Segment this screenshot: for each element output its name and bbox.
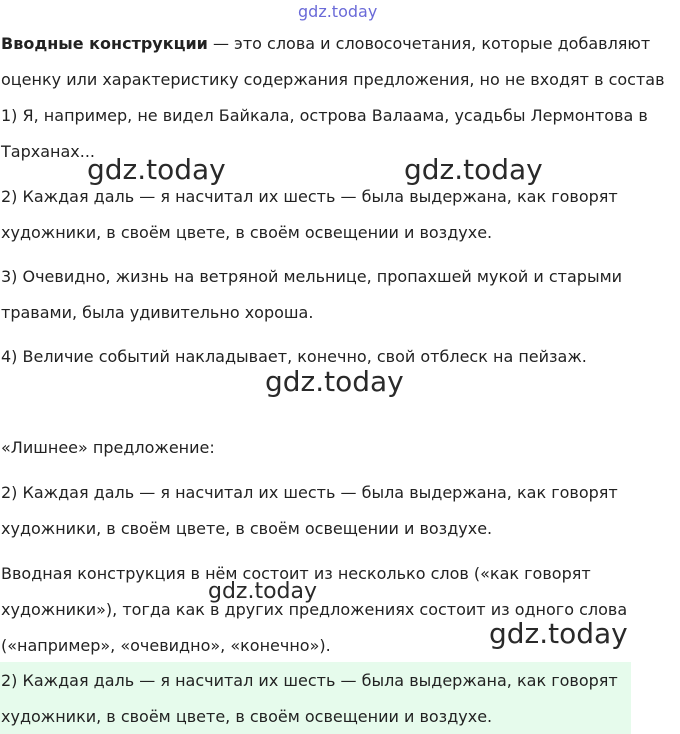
final-answer-line-2: художники, в своём цвете, в своём освещении и воздухе.	[1, 707, 493, 726]
sentence-3-line-1: 3) Очевидно, жизнь на ветряной мельнице, пропахшей мукой и старыми	[1, 267, 623, 286]
sentence-1-line-1: 1) Я, например, не видел Байкала, острова Валаама, усадьбы Лермонтова в	[1, 106, 648, 125]
intro-line-1	[1, 33, 650, 55]
sentence-2-line-1: 2) Каждая даль — я насчитал их шесть — была выдержана, как говорят	[1, 187, 618, 206]
answer-sentence-line-2: художники, в своём цвете, в своём освещении и воздухе.	[1, 519, 493, 538]
answer-sentence-line-1: 2) Каждая даль — я насчитал их шесть — была выдержана, как говорят	[1, 483, 618, 502]
watermark-2: gdz.today	[404, 153, 543, 186]
explanation-line-3: («например», «очевидно», «конечно»).	[1, 636, 331, 655]
sentence-2-line-2: художники, в своём цвете, в своём освещении и воздухе.	[1, 223, 493, 242]
sentence-3-line-2: травами, была удивительно хороша.	[1, 303, 314, 322]
watermark-1: gdz.today	[87, 153, 226, 186]
watermark-5: gdz.today	[489, 617, 628, 650]
intro-term: Вводные конструкции	[1, 34, 208, 53]
answer-label: «Лишнее» предложение:	[1, 438, 215, 457]
watermark-3: gdz.today	[265, 365, 404, 398]
watermark-4: gdz.today	[208, 579, 318, 604]
final-answer-line-1: 2) Каждая даль — я насчитал их шесть — была выдержана, как говорят	[1, 671, 618, 690]
intro-line-2: оценку или характеристику содержания предложения, но не входят в состав	[1, 70, 665, 89]
sentence-4-line-1: 4) Величие событий накладывает, конечно, свой отблеск на пейзаж.	[1, 347, 587, 366]
explanation-line-2: художники»), тогда как в других предложениях состоит из одного слова	[1, 600, 628, 619]
intro-rest: — это слова и словосочетания, которые добавляют	[207, 34, 651, 53]
sentence-1-line-2: Тарханах...	[1, 142, 95, 161]
watermark-top: gdz.today	[298, 2, 378, 21]
explanation-line-1: Вводная конструкция в нём состоит из несколько слов («как говорят	[1, 564, 591, 583]
